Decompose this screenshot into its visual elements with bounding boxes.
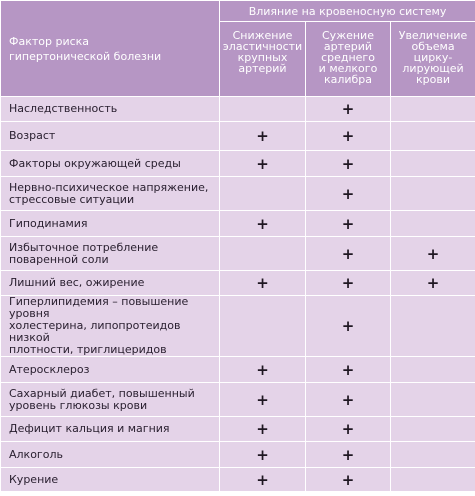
- header-line: артерий: [323, 40, 373, 53]
- table-row: [1, 442, 475, 468]
- risk-factor-text: Атеросклероз: [9, 362, 90, 376]
- narrowing-mark-cell: +: [306, 177, 391, 211]
- blood-volume-mark-cell: [391, 357, 475, 383]
- elasticity-mark-cell: +: [220, 417, 306, 442]
- blood-volume-mark-cell: [391, 177, 475, 211]
- risk-factor-cell: [1, 296, 220, 357]
- risk-factor-text: Факторы окружающей среды: [9, 156, 181, 170]
- elasticity-mark-cell: +: [220, 151, 306, 177]
- blood-volume-mark-cell: +: [391, 271, 475, 296]
- narrowing-mark-cell: +: [306, 357, 391, 383]
- risk-factor-text: Возраст: [9, 129, 56, 142]
- elasticity-mark-cell: [220, 97, 306, 122]
- risk-factor-cell: [1, 468, 220, 492]
- table-row: [1, 271, 475, 296]
- risk-factor-cell: [1, 97, 220, 122]
- table-row: [1, 237, 475, 271]
- risk-factor-text: Избыточное потребление: [9, 240, 159, 254]
- narrowing-mark-cell: +: [306, 237, 391, 271]
- table-row: [1, 177, 475, 211]
- risk-factor-text: поваренной соли: [9, 252, 109, 266]
- table-row: [1, 151, 475, 177]
- elasticity-mark-cell: +: [220, 211, 306, 237]
- narrowing-mark-cell: +: [306, 417, 391, 442]
- header-line: объема цирку-: [411, 40, 455, 64]
- risk-factor-text: Наследственность: [9, 102, 118, 115]
- header-line: Снижение: [232, 29, 293, 42]
- factor-header-line: гипертонической болезни: [9, 49, 162, 63]
- narrowing-mark-cell: +: [306, 383, 391, 417]
- narrowing-mark-cell: +: [306, 296, 391, 357]
- elasticity-mark-cell: +: [220, 122, 306, 151]
- table-row: [1, 296, 475, 357]
- table-row: [1, 122, 475, 151]
- narrowing-mark-cell: +: [306, 122, 391, 151]
- risk-factor-cell: [1, 357, 220, 383]
- risk-factor-text: уровень глюкозы крови: [9, 398, 148, 412]
- table-row: [1, 211, 475, 237]
- table-row: [1, 383, 475, 417]
- table-row: [1, 468, 475, 492]
- risk-factor-cell: [1, 383, 220, 417]
- blood-volume-mark-cell: [391, 383, 475, 417]
- narrowing-mark-cell: +: [306, 271, 391, 296]
- elasticity-mark-cell: +: [220, 468, 306, 492]
- elasticity-mark-cell: +: [220, 442, 306, 468]
- risk-factor-cell: [1, 442, 220, 468]
- risk-factor-cell: [1, 177, 220, 211]
- blood-volume-mark-cell: [391, 211, 475, 237]
- risk-factor-text: Курение: [9, 472, 59, 486]
- risk-factor-text: Нервно-психическое напряжение,: [9, 180, 209, 194]
- risk-factor-cell: [1, 271, 220, 296]
- blood-volume-mark-cell: [391, 442, 475, 468]
- table-row: [1, 357, 475, 383]
- narrowing-mark-cell: +: [306, 468, 391, 492]
- blood-volume-mark-cell: [391, 468, 475, 492]
- risk-factor-text: Гиперлипидемия – повышение уровня: [9, 295, 189, 320]
- narrowing-mark-cell: +: [306, 442, 391, 468]
- factor-header-line: Фактор риска: [9, 34, 90, 48]
- influence-header: Влияние на кровеносную систему: [220, 1, 475, 22]
- elasticity-mark-cell: +: [220, 357, 306, 383]
- risk-factor-cell: [1, 211, 220, 237]
- narrowing-mark-cell: +: [306, 151, 391, 177]
- risk-factor-text: плотности, триглицеридов: [9, 343, 167, 356]
- risk-factor-cell: [1, 237, 220, 271]
- blood-volume-mark-cell: [391, 417, 475, 442]
- elasticity-mark-cell: [220, 296, 306, 357]
- table-body: [1, 97, 475, 492]
- header-line: лирующей: [402, 62, 464, 75]
- blood-volume-mark-cell: [391, 97, 475, 122]
- header-line: эластичности: [222, 40, 303, 53]
- header-line: крупных: [237, 51, 288, 64]
- elasticity-mark-cell: +: [220, 383, 306, 417]
- risk-factor-cell: [1, 151, 220, 177]
- elasticity-mark-cell: [220, 177, 306, 211]
- factor-column-header: [1, 1, 220, 97]
- risk-factor-text: холестерина, липопротеидов низкой: [9, 319, 181, 344]
- risk-factor-text: стрессовые ситуации: [9, 192, 135, 206]
- table-row: [1, 97, 475, 122]
- risk-factor-text: Дефицит кальция и магния: [9, 422, 170, 435]
- risk-factor-cell: [1, 417, 220, 442]
- header-line: калибра: [323, 73, 373, 86]
- table-row: [1, 417, 475, 442]
- header-line: Увеличение: [398, 29, 468, 42]
- risk-factor-text: Сахарный диабет, повышенный: [9, 386, 195, 400]
- header-line: и мелкого: [318, 62, 378, 75]
- blood-volume-mark-cell: +: [391, 237, 475, 271]
- narrowing-mark-cell: +: [306, 97, 391, 122]
- header-line: крови: [416, 73, 451, 86]
- risk-factor-cell: [1, 122, 220, 151]
- blood-volume-mark-cell: [391, 122, 475, 151]
- risk-factor-text: Гиподинамия: [9, 216, 88, 230]
- header-line: среднего: [321, 51, 375, 64]
- elasticity-column-header: [220, 22, 306, 97]
- risk-factor-text: Алкоголь: [9, 447, 63, 461]
- elasticity-mark-cell: [220, 237, 306, 271]
- blood-volume-mark-cell: [391, 296, 475, 357]
- elasticity-mark-cell: +: [220, 271, 306, 296]
- narrowing-column-header: [306, 22, 391, 97]
- narrowing-mark-cell: +: [306, 211, 391, 237]
- risk-factor-text: Лишний вес, ожирение: [9, 276, 145, 289]
- blood-volume-column-header: [391, 22, 475, 97]
- header-line: артерий: [238, 62, 287, 75]
- blood-volume-mark-cell: [391, 151, 475, 177]
- header-line: Сужение: [322, 29, 374, 42]
